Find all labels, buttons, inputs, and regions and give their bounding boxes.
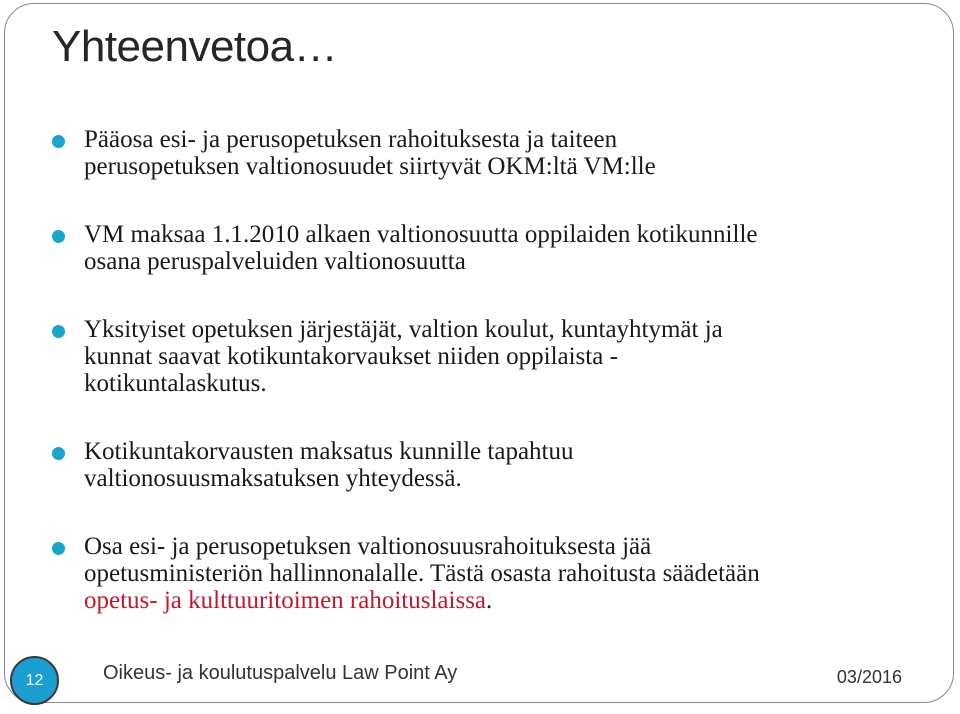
bullet-line: VM maksaa 1.1.2010 alkaen valtionosuutta oppilaiden kotikunnille xyxy=(84,221,758,248)
sentence-end: . xyxy=(486,587,493,614)
footer-date: 03/2016 xyxy=(836,667,902,687)
bullet-dot-icon xyxy=(52,542,65,555)
bullet-dot-icon xyxy=(52,230,65,243)
slide-title: Yhteenvetoa… xyxy=(52,22,338,71)
bullet-item xyxy=(52,533,912,614)
page-number-badge xyxy=(10,656,59,705)
bullet-line: valtionosuusmaksatuksen yhteydessä. xyxy=(84,465,462,492)
bullet-line: Yksityiset opetuksen järjestäjät, valtion koulut, kuntayhtymät ja xyxy=(84,316,723,343)
bullet-dot-icon xyxy=(52,325,65,338)
bullet-line: perusopetuksen valtionosuudet siirtyvät OKM:ltä VM:lle xyxy=(84,153,656,180)
bullet-item xyxy=(52,221,912,275)
bullet-line: kunnat saavat kotikuntakorvaukset niiden oppilaista - xyxy=(84,343,618,370)
bullet-line: kotikuntalaskutus. xyxy=(84,370,267,397)
bullet-item xyxy=(52,316,912,397)
bullet-line: osana peruspalveluiden valtionosuutta xyxy=(84,248,466,275)
bullet-dot-icon xyxy=(52,447,65,460)
bullet-item xyxy=(52,438,912,492)
bullet-line: opetusministeriön hallinnonalalle. Tästä osasta rahoitusta säädetään xyxy=(84,560,760,587)
bullet-line: Osa esi- ja perusopetuksen valtionosuusrahoituksesta jää xyxy=(84,533,652,560)
bullet-dot-icon xyxy=(52,135,65,148)
bullet-line: Kotikuntakorvausten maksatus kunnille tapahtuu xyxy=(84,438,574,465)
bullet-list xyxy=(52,126,912,614)
footer-organization: Oikeus- ja koulutuspalvelu Law Point Ay xyxy=(103,662,458,684)
law-reference: opetus- ja kulttuuritoimen rahoituslaissa xyxy=(84,587,487,614)
page-number: 12 xyxy=(25,671,44,689)
bullet-item xyxy=(52,126,912,180)
bullet-line: Pääosa esi- ja perusopetuksen rahoituksesta ja taiteen xyxy=(84,126,618,153)
